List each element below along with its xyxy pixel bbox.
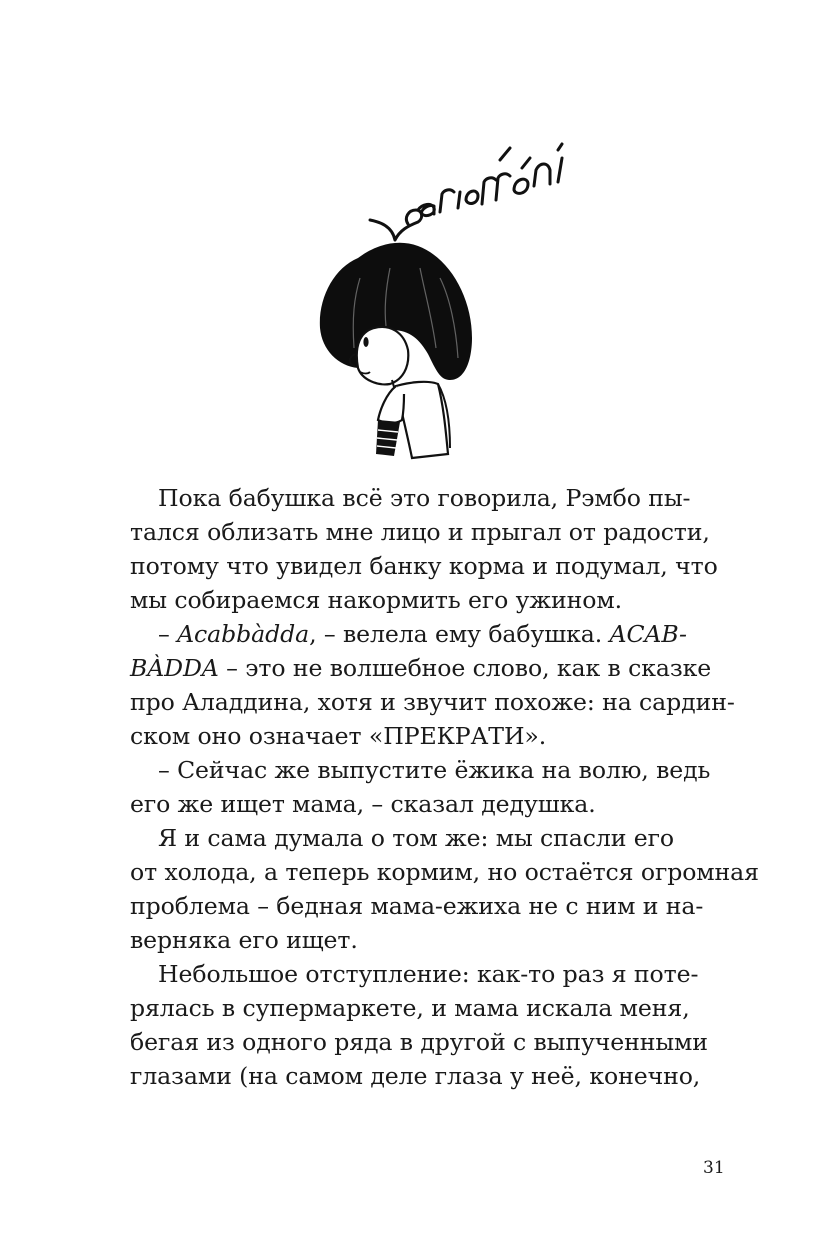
girl-illustration	[300, 118, 600, 463]
text-line	[130, 855, 759, 889]
text-span: его же ищет мама, – сказал дедушка.	[130, 790, 596, 818]
text-span: от холода, а теперь кормим, но остаётся огромная	[130, 858, 759, 886]
text-span: мы собираемся накормить его ужином.	[130, 586, 623, 614]
text-span: проблема – бедная мама-ежиха не с ним и на-	[130, 892, 704, 920]
italic-word: BÀDDA	[130, 654, 219, 682]
page-number: 31	[703, 1158, 725, 1178]
text-span: Я и сама думала о том же: мы спасли его	[158, 824, 674, 852]
text-line	[130, 923, 714, 957]
text-span: – Сейчас же выпустите ёжика на волю, ведь	[158, 756, 711, 784]
text-line	[130, 1025, 714, 1059]
italic-word: Acabbàdda	[177, 620, 310, 648]
text-line	[130, 957, 714, 991]
text-span: рялась в супермаркете, и мама искала меня,	[130, 994, 690, 1022]
ariorroni-lettering	[370, 144, 562, 240]
text-line	[130, 651, 714, 685]
text-line	[130, 753, 714, 787]
text-span: тался облизать мне лицо и прыгал от радости,	[130, 518, 710, 546]
text-span: – это не волшебное слово, как в сказке	[218, 654, 712, 682]
text-line	[130, 583, 714, 617]
text-line	[130, 685, 735, 719]
text-line	[130, 481, 714, 515]
eye	[363, 337, 368, 347]
face	[357, 327, 409, 384]
text-span: про Аладдина, хотя и звучит похоже: на сардин-	[130, 688, 735, 716]
text-span: ском оно означает «ПРЕКРАТИ».	[130, 722, 547, 750]
text-line	[130, 515, 714, 549]
text-span: глазами (на самом деле глаза у неё, конечно,	[130, 1062, 701, 1090]
italic-word: ACAB-	[609, 620, 687, 648]
text-span: бегая из одного ряда в другой с выпученными	[130, 1028, 708, 1056]
text-line	[130, 991, 714, 1025]
text-line	[130, 787, 714, 821]
body-text	[130, 481, 759, 1093]
text-span: –	[158, 620, 178, 648]
text-line	[130, 719, 714, 753]
text-line	[130, 889, 714, 923]
text-span: Небольшое отступление: как-то раз я поте-	[158, 960, 699, 988]
text-span: верняка его ищет.	[130, 926, 358, 954]
text-line	[130, 821, 714, 855]
text-span: потому что увидел банку корма и подумал, что	[130, 552, 718, 580]
sleeve	[378, 386, 404, 423]
text-span: Пока бабушка всё это говорила, Рэмбо пы-	[158, 484, 691, 512]
text-line	[130, 1059, 714, 1093]
text-line	[130, 549, 718, 583]
text-span: , – велела ему бабушка.	[309, 620, 610, 648]
shirt	[396, 382, 448, 458]
text-line	[130, 617, 714, 651]
